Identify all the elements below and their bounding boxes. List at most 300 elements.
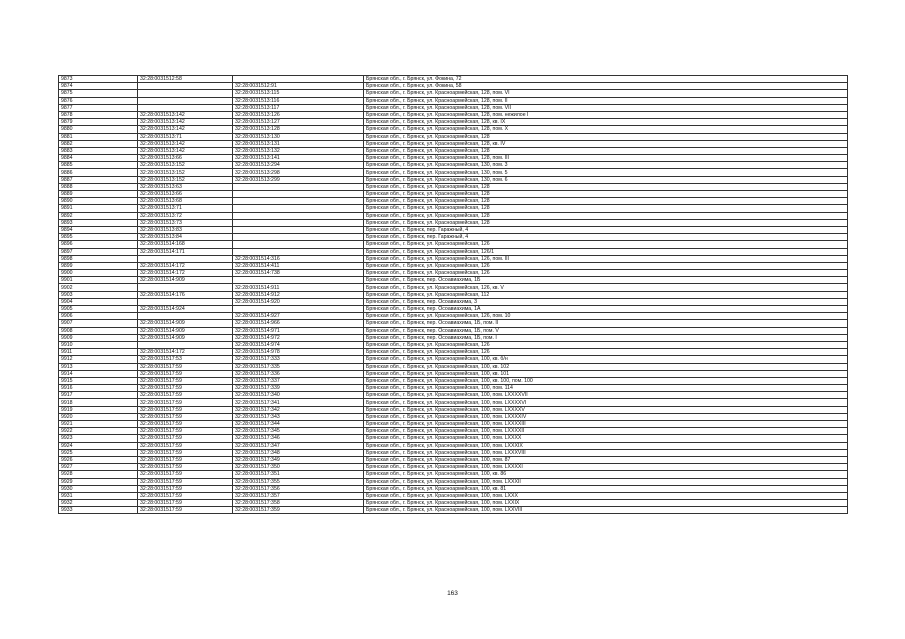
table-row (59, 126, 848, 133)
address-cell: Брянская обл., г. Брянск, ул. Красноармейская, 128 (364, 212, 848, 219)
table-row (59, 262, 848, 269)
land-cadastral-number-cell (138, 90, 233, 97)
land-cadastral-number-cell: 32:28:0031517:59 (138, 435, 233, 442)
row-number-cell: 9920 (59, 413, 138, 420)
table-row (59, 377, 848, 384)
table-row (59, 334, 848, 341)
land-cadastral-number-cell: 32:28:0031517:53 (138, 356, 233, 363)
row-number-cell: 9883 (59, 147, 138, 154)
land-cadastral-number-cell: 32:28:0031517:59 (138, 471, 233, 478)
land-cadastral-number-cell: 32:28:0031513:63 (138, 183, 233, 190)
object-cadastral-number-cell: 32:28:0031513:128 (233, 126, 364, 133)
row-number-cell: 9909 (59, 334, 138, 341)
land-cadastral-number-cell: 32:28:0031517:59 (138, 377, 233, 384)
table-row (59, 363, 848, 370)
table-row (59, 255, 848, 262)
land-cadastral-number-cell (138, 284, 233, 291)
row-number-cell: 9930 (59, 485, 138, 492)
table-row (59, 421, 848, 428)
registry-table-body (59, 76, 848, 514)
object-cadastral-number-cell (233, 183, 364, 190)
object-cadastral-number-cell: 32:28:0031517:348 (233, 449, 364, 456)
object-cadastral-number-cell: 32:28:0031514:971 (233, 327, 364, 334)
row-number-cell: 9926 (59, 456, 138, 463)
address-cell: Брянская обл., г. Брянск, ул. Красноармейская, 100, пом. LXXXXI (364, 464, 848, 471)
object-cadastral-number-cell: 32:28:0031514:316 (233, 255, 364, 262)
land-cadastral-number-cell: 32:28:0031513:152 (138, 162, 233, 169)
row-number-cell: 9913 (59, 363, 138, 370)
address-cell: Брянская обл., г. Брянск, пер. Осоавиахима, 1Б (364, 277, 848, 284)
object-cadastral-number-cell: 32:28:0031517:355 (233, 478, 364, 485)
address-cell: Брянская обл., г. Брянск, ул. Красноармейская, 126, пом. 10 (364, 313, 848, 320)
row-number-cell: 9919 (59, 406, 138, 413)
land-cadastral-number-cell: 32:28:0031512:58 (138, 76, 233, 83)
object-cadastral-number-cell: 32:28:0031517:351 (233, 471, 364, 478)
land-cadastral-number-cell: 32:28:0031517:59 (138, 392, 233, 399)
table-row (59, 464, 848, 471)
object-cadastral-number-cell (233, 76, 364, 83)
table-row (59, 277, 848, 284)
row-number-cell: 9910 (59, 341, 138, 348)
land-cadastral-number-cell (138, 341, 233, 348)
address-cell: Брянская обл., г. Брянск, ул. Фокина, 58 (364, 83, 848, 90)
address-cell: Брянская обл., г. Брянск, ул. Красноармейская, 100, пом. LXXXX (364, 435, 848, 442)
table-row (59, 147, 848, 154)
address-cell: Брянская обл., г. Брянск, ул. Красноармейская, 128 (364, 183, 848, 190)
address-cell: Брянская обл., г. Брянск, ул. Красноармейская, 100, кв. 102 (364, 363, 848, 370)
row-number-cell: 9916 (59, 385, 138, 392)
land-cadastral-number-cell (138, 313, 233, 320)
address-cell: Брянская обл., г. Брянск, ул. Красноармейская, 100, пом. LXXX (364, 492, 848, 499)
row-number-cell: 9878 (59, 111, 138, 118)
object-cadastral-number-cell: 32:28:0031517:357 (233, 492, 364, 499)
object-cadastral-number-cell: 32:28:0031517:356 (233, 485, 364, 492)
row-number-cell: 9873 (59, 76, 138, 83)
address-cell: Брянская обл., г. Брянск, ул. Красноармейская, 126 (364, 262, 848, 269)
land-cadastral-number-cell: 32:28:0031517:59 (138, 442, 233, 449)
address-cell: Брянская обл., г. Брянск, ул. Красноармейская, 128 (364, 133, 848, 140)
object-cadastral-number-cell: 32:28:0031513:298 (233, 169, 364, 176)
land-cadastral-number-cell: 32:28:0031514:909 (138, 334, 233, 341)
land-cadastral-number-cell: 32:28:0031514:176 (138, 291, 233, 298)
row-number-cell: 9928 (59, 471, 138, 478)
address-cell: Брянская обл., г. Брянск, ул. Красноармейская, 112 (364, 291, 848, 298)
table-row (59, 485, 848, 492)
table-row (59, 176, 848, 183)
address-cell: Брянская обл., г. Брянск, ул. Красноармейская, 100, пом. LXXXXVII (364, 392, 848, 399)
row-number-cell: 9885 (59, 162, 138, 169)
address-cell: Брянская обл., г. Брянск, ул. Красноармейская, 126 (364, 270, 848, 277)
row-number-cell: 9921 (59, 421, 138, 428)
row-number-cell: 9927 (59, 464, 138, 471)
table-row (59, 341, 848, 348)
row-number-cell: 9925 (59, 449, 138, 456)
row-number-cell: 9877 (59, 104, 138, 111)
row-number-cell: 9893 (59, 219, 138, 226)
row-number-cell: 9929 (59, 478, 138, 485)
object-cadastral-number-cell (233, 248, 364, 255)
page-number: 163 (447, 590, 458, 597)
object-cadastral-number-cell: 32:28:0031514:411 (233, 262, 364, 269)
address-cell: Брянская обл., г. Брянск, ул. Красноармейская, 130, пом. 5 (364, 169, 848, 176)
table-row (59, 313, 848, 320)
address-cell: Брянская обл., г. Брянск, ул. Красноармейская, 100, пом. LXXXXIV (364, 413, 848, 420)
table-row (59, 241, 848, 248)
address-cell: Брянская обл., г. Брянск, ул. Красноармейская, 126 (364, 341, 848, 348)
land-cadastral-number-cell: 32:28:0031514:172 (138, 262, 233, 269)
land-cadastral-number-cell: 32:28:0031513:142 (138, 111, 233, 118)
row-number-cell: 9904 (59, 298, 138, 305)
land-cadastral-number-cell: 32:28:0031517:59 (138, 413, 233, 420)
row-number-cell: 9908 (59, 327, 138, 334)
object-cadastral-number-cell: 32:28:0031513:131 (233, 140, 364, 147)
row-number-cell: 9905 (59, 306, 138, 313)
object-cadastral-number-cell: 32:28:0031512:91 (233, 83, 364, 90)
object-cadastral-number-cell: 32:28:0031517:349 (233, 456, 364, 463)
object-cadastral-number-cell: 32:28:0031513:115 (233, 90, 364, 97)
land-cadastral-number-cell: 32:28:0031514:171 (138, 248, 233, 255)
table-row (59, 191, 848, 198)
object-cadastral-number-cell: 32:28:0031517:340 (233, 392, 364, 399)
object-cadastral-number-cell: 32:28:0031517:336 (233, 370, 364, 377)
row-number-cell: 9903 (59, 291, 138, 298)
object-cadastral-number-cell: 32:28:0031513:130 (233, 133, 364, 140)
row-number-cell: 9892 (59, 212, 138, 219)
land-cadastral-number-cell: 32:28:0031517:59 (138, 507, 233, 514)
table-row (59, 492, 848, 499)
table-row (59, 97, 848, 104)
table-row (59, 306, 848, 313)
object-cadastral-number-cell (233, 191, 364, 198)
row-number-cell: 9902 (59, 284, 138, 291)
land-cadastral-number-cell (138, 83, 233, 90)
object-cadastral-number-cell: 32:28:0031517:344 (233, 421, 364, 428)
table-row (59, 356, 848, 363)
land-cadastral-number-cell: 32:28:0031517:59 (138, 370, 233, 377)
row-number-cell: 9882 (59, 140, 138, 147)
object-cadastral-number-cell (233, 219, 364, 226)
land-cadastral-number-cell: 32:28:0031517:59 (138, 399, 233, 406)
table-row (59, 90, 848, 97)
table-row (59, 507, 848, 514)
land-cadastral-number-cell: 32:28:0031514:924 (138, 306, 233, 313)
table-row (59, 392, 848, 399)
row-number-cell: 9881 (59, 133, 138, 140)
row-number-cell: 9923 (59, 435, 138, 442)
table-row (59, 219, 848, 226)
land-cadastral-number-cell (138, 298, 233, 305)
row-number-cell: 9918 (59, 399, 138, 406)
table-row (59, 111, 848, 118)
object-cadastral-number-cell (233, 226, 364, 233)
table-row (59, 406, 848, 413)
address-cell: Брянская обл., г. Брянск, ул. Красноармейская, 128, пом. III (364, 155, 848, 162)
table-row (59, 270, 848, 277)
row-number-cell: 9900 (59, 270, 138, 277)
row-number-cell: 9874 (59, 83, 138, 90)
row-number-cell: 9880 (59, 126, 138, 133)
table-row (59, 169, 848, 176)
table-row (59, 226, 848, 233)
row-number-cell: 9914 (59, 370, 138, 377)
address-cell: Брянская обл., г. Брянск, пер. Осоавиахима, 1Б, пом. V (364, 327, 848, 334)
address-cell: Брянская обл., г. Брянск, ул. Красноармейская, 128, пом. нежилое I (364, 111, 848, 118)
land-cadastral-number-cell: 32:28:0031513:71 (138, 133, 233, 140)
object-cadastral-number-cell (233, 241, 364, 248)
row-number-cell: 9890 (59, 198, 138, 205)
object-cadastral-number-cell: 32:28:0031513:294 (233, 162, 364, 169)
address-cell: Брянская обл., г. Брянск, ул. Красноармейская, 100, пом. LXXXXV (364, 406, 848, 413)
land-cadastral-number-cell (138, 255, 233, 262)
table-row (59, 442, 848, 449)
land-cadastral-number-cell: 32:28:0031517:59 (138, 500, 233, 507)
address-cell: Брянская обл., г. Брянск, пер. Осоавиахима, 1А (364, 306, 848, 313)
land-cadastral-number-cell: 32:28:0031514:909 (138, 277, 233, 284)
table-row (59, 183, 848, 190)
table-row (59, 83, 848, 90)
table-row (59, 456, 848, 463)
object-cadastral-number-cell: 32:28:0031517:345 (233, 428, 364, 435)
table-row (59, 140, 848, 147)
address-cell: Брянская обл., г. Брянск, ул. Красноармейская, 128, пом. II (364, 97, 848, 104)
object-cadastral-number-cell: 32:28:0031517:346 (233, 435, 364, 442)
row-number-cell: 9896 (59, 241, 138, 248)
row-number-cell: 9876 (59, 97, 138, 104)
address-cell: Брянская обл., г. Брянск, ул. Красноармейская, 128 (364, 147, 848, 154)
table-row (59, 234, 848, 241)
land-cadastral-number-cell: 32:28:0031513:84 (138, 234, 233, 241)
row-number-cell: 9879 (59, 119, 138, 126)
address-cell: Брянская обл., г. Брянск, ул. Красноармейская, 100, кв. 101 (364, 370, 848, 377)
object-cadastral-number-cell: 32:28:0031514:738 (233, 270, 364, 277)
table-row (59, 76, 848, 83)
land-cadastral-number-cell (138, 97, 233, 104)
land-cadastral-number-cell: 32:28:0031513:142 (138, 119, 233, 126)
row-number-cell: 9911 (59, 349, 138, 356)
address-cell: Брянская обл., г. Брянск, ул. Красноармейская, 100, пом. 114 (364, 385, 848, 392)
address-cell: Брянская обл., г. Брянск, ул. Красноармейская, 100, пом. LXXXXII (364, 428, 848, 435)
land-cadastral-number-cell: 32:28:0031513:142 (138, 140, 233, 147)
address-cell: Брянская обл., г. Брянск, ул. Красноармейская, 126/1 (364, 248, 848, 255)
land-cadastral-number-cell: 32:28:0031514:909 (138, 320, 233, 327)
table-row (59, 205, 848, 212)
table-row (59, 370, 848, 377)
address-cell: Брянская обл., г. Брянск, ул. Красноармейская, 100, пом. LXXXVIII (364, 449, 848, 456)
object-cadastral-number-cell: 32:28:0031517:341 (233, 399, 364, 406)
row-number-cell: 9899 (59, 262, 138, 269)
table-row (59, 449, 848, 456)
address-cell: Брянская обл., г. Брянск, ул. Красноармейская, 130, пом. 6 (364, 176, 848, 183)
row-number-cell: 9931 (59, 492, 138, 499)
address-cell: Брянская обл., г. Брянск, пер. Осоавиахима, 1Б, пом. II (364, 320, 848, 327)
object-cadastral-number-cell: 32:28:0031513:117 (233, 104, 364, 111)
row-number-cell: 9888 (59, 183, 138, 190)
land-cadastral-number-cell: 32:28:0031514:168 (138, 241, 233, 248)
object-cadastral-number-cell: 32:28:0031514:978 (233, 349, 364, 356)
land-cadastral-number-cell: 32:28:0031517:59 (138, 492, 233, 499)
address-cell: Брянская обл., г. Брянск, пер. Гаражный, 4 (364, 226, 848, 233)
address-cell: Брянская обл., г. Брянск, ул. Красноармейская, 128 (364, 198, 848, 205)
row-number-cell: 9889 (59, 191, 138, 198)
address-cell: Брянская обл., г. Брянск, пер. Гаражный, 4 (364, 234, 848, 241)
object-cadastral-number-cell: 32:28:0031517:347 (233, 442, 364, 449)
land-cadastral-number-cell: 32:28:0031517:59 (138, 464, 233, 471)
object-cadastral-number-cell: 32:28:0031514:974 (233, 341, 364, 348)
object-cadastral-number-cell: 32:28:0031517:342 (233, 406, 364, 413)
object-cadastral-number-cell: 32:28:0031517:339 (233, 385, 364, 392)
land-cadastral-number-cell: 32:28:0031513:71 (138, 205, 233, 212)
table-row (59, 212, 848, 219)
row-number-cell: 9895 (59, 234, 138, 241)
object-cadastral-number-cell (233, 234, 364, 241)
table-row (59, 349, 848, 356)
land-cadastral-number-cell: 32:28:0031514:909 (138, 327, 233, 334)
table-row (59, 284, 848, 291)
object-cadastral-number-cell: 32:28:0031517:337 (233, 377, 364, 384)
land-cadastral-number-cell: 32:28:0031513:142 (138, 126, 233, 133)
table-row (59, 133, 848, 140)
object-cadastral-number-cell: 32:28:0031513:126 (233, 111, 364, 118)
address-cell: Брянская обл., г. Брянск, ул. Красноармейская, 128, пом. X (364, 126, 848, 133)
address-cell: Брянская обл., г. Брянск, пер. Осоавиахима, 1Б, пом. I (364, 334, 848, 341)
address-cell: Брянская обл., г. Брянск, ул. Красноармейская, 100, кв. 86 (364, 471, 848, 478)
address-cell: Брянская обл., г. Брянск, ул. Красноармейская, 126 (364, 241, 848, 248)
address-cell: Брянская обл., г. Брянск, ул. Красноармейская, 100, пом. LXXXXIII (364, 421, 848, 428)
address-cell: Брянская обл., г. Брянск, ул. Красноармейская, 128 (364, 219, 848, 226)
table-row (59, 435, 848, 442)
object-cadastral-number-cell (233, 198, 364, 205)
land-cadastral-number-cell: 32:28:0031517:59 (138, 478, 233, 485)
table-row (59, 471, 848, 478)
row-number-cell: 9898 (59, 255, 138, 262)
table-row (59, 155, 848, 162)
row-number-cell: 9891 (59, 205, 138, 212)
land-cadastral-number-cell: 32:28:0031517:59 (138, 456, 233, 463)
address-cell: Брянская обл., г. Брянск, ул. Красноармейская, 100, пом. LXXXII (364, 478, 848, 485)
land-cadastral-number-cell: 32:28:0031513:66 (138, 155, 233, 162)
land-cadastral-number-cell: 32:28:0031517:59 (138, 406, 233, 413)
address-cell: Брянская обл., г. Брянск, ул. Красноармейская, 126 (364, 349, 848, 356)
row-number-cell: 9875 (59, 90, 138, 97)
object-cadastral-number-cell: 32:28:0031513:116 (233, 97, 364, 104)
address-cell: Брянская обл., г. Брянск, ул. Красноармейская, 128, кв. IV (364, 140, 848, 147)
table-row (59, 399, 848, 406)
table-row (59, 385, 848, 392)
row-number-cell: 9894 (59, 226, 138, 233)
address-cell: Брянская обл., г. Брянск, ул. Красноармейская, 100, пом. LXXXXVI (364, 399, 848, 406)
land-cadastral-number-cell: 32:28:0031513:66 (138, 191, 233, 198)
object-cadastral-number-cell: 32:28:0031514:912 (233, 291, 364, 298)
table-row (59, 298, 848, 305)
object-cadastral-number-cell: 32:28:0031514:920 (233, 298, 364, 305)
table-row (59, 198, 848, 205)
row-number-cell: 9924 (59, 442, 138, 449)
row-number-cell: 9912 (59, 356, 138, 363)
row-number-cell: 9886 (59, 169, 138, 176)
registry-table (58, 75, 848, 514)
row-number-cell: 9932 (59, 500, 138, 507)
row-number-cell: 9884 (59, 155, 138, 162)
land-cadastral-number-cell: 32:28:0031517:59 (138, 485, 233, 492)
land-cadastral-number-cell: 32:28:0031513:152 (138, 169, 233, 176)
land-cadastral-number-cell: 32:28:0031517:59 (138, 428, 233, 435)
address-cell: Брянская обл., г. Брянск, ул. Красноармейская, 130, пом. 3 (364, 162, 848, 169)
object-cadastral-number-cell (233, 306, 364, 313)
object-cadastral-number-cell: 32:28:0031517:358 (233, 500, 364, 507)
address-cell: Брянская обл., г. Брянск, ул. Красноармейская, 100, пом. 87 (364, 456, 848, 463)
table-row (59, 413, 848, 420)
row-number-cell: 9901 (59, 277, 138, 284)
table-row (59, 104, 848, 111)
row-number-cell: 9897 (59, 248, 138, 255)
address-cell: Брянская обл., г. Брянск, ул. Красноармейская, 100, пом. LXXVIII (364, 507, 848, 514)
object-cadastral-number-cell: 32:28:0031514:966 (233, 320, 364, 327)
object-cadastral-number-cell: 32:28:0031514:927 (233, 313, 364, 320)
object-cadastral-number-cell: 32:28:0031517:359 (233, 507, 364, 514)
address-cell: Брянская обл., г. Брянск, ул. Красноармейская, 126, кв. V (364, 284, 848, 291)
row-number-cell: 9906 (59, 313, 138, 320)
table-row (59, 291, 848, 298)
object-cadastral-number-cell: 32:28:0031513:299 (233, 176, 364, 183)
object-cadastral-number-cell: 32:28:0031517:350 (233, 464, 364, 471)
row-number-cell: 9887 (59, 176, 138, 183)
object-cadastral-number-cell (233, 212, 364, 219)
address-cell: Брянская обл., г. Брянск, ул. Красноармейская, 128, пом. VI (364, 90, 848, 97)
land-cadastral-number-cell: 32:28:0031517:59 (138, 385, 233, 392)
land-cadastral-number-cell: 32:28:0031517:59 (138, 421, 233, 428)
address-cell: Брянская обл., г. Брянск, ул. Красноармейская, 100, кв. б/н (364, 356, 848, 363)
object-cadastral-number-cell: 32:28:0031513:132 (233, 147, 364, 154)
table-row (59, 327, 848, 334)
land-cadastral-number-cell (138, 104, 233, 111)
address-cell: Брянская обл., г. Брянск, ул. Красноармейская, 128, пом. VII (364, 104, 848, 111)
land-cadastral-number-cell: 32:28:0031517:59 (138, 449, 233, 456)
land-cadastral-number-cell: 32:28:0031514:172 (138, 349, 233, 356)
object-cadastral-number-cell: 32:28:0031513:127 (233, 119, 364, 126)
object-cadastral-number-cell: 32:28:0031514:972 (233, 334, 364, 341)
table-row (59, 162, 848, 169)
address-cell: Брянская обл., г. Брянск, ул. Красноармейская, 100, пом. LXXXIX (364, 442, 848, 449)
table-row (59, 428, 848, 435)
row-number-cell: 9915 (59, 377, 138, 384)
land-cadastral-number-cell: 32:28:0031513:68 (138, 198, 233, 205)
object-cadastral-number-cell: 32:28:0031517:333 (233, 356, 364, 363)
table-row (59, 500, 848, 507)
address-cell: Брянская обл., г. Брянск, ул. Красноармейская, 128 (364, 191, 848, 198)
object-cadastral-number-cell: 32:28:0031517:335 (233, 363, 364, 370)
object-cadastral-number-cell: 32:28:0031517:343 (233, 413, 364, 420)
address-cell: Брянская обл., г. Брянск, ул. Красноармейская, 128, кв. IX (364, 119, 848, 126)
table-row (59, 248, 848, 255)
address-cell: Брянская обл., г. Брянск, ул. Фокина, 72 (364, 76, 848, 83)
land-cadastral-number-cell: 32:28:0031513:73 (138, 219, 233, 226)
land-cadastral-number-cell: 32:28:0031513:72 (138, 212, 233, 219)
land-cadastral-number-cell: 32:28:0031513:142 (138, 147, 233, 154)
table-row (59, 119, 848, 126)
address-cell: Брянская обл., г. Брянск, ул. Красноармейская, 100, пом. LXXIX (364, 500, 848, 507)
row-number-cell: 9922 (59, 428, 138, 435)
land-cadastral-number-cell: 32:28:0031514:172 (138, 270, 233, 277)
address-cell: Брянская обл., г. Брянск, пер. Осоавиахима, 3 (364, 298, 848, 305)
land-cadastral-number-cell: 32:28:0031513:83 (138, 226, 233, 233)
land-cadastral-number-cell: 32:28:0031513:152 (138, 176, 233, 183)
row-number-cell: 9933 (59, 507, 138, 514)
row-number-cell: 9907 (59, 320, 138, 327)
object-cadastral-number-cell: 32:28:0031513:141 (233, 155, 364, 162)
address-cell: Брянская обл., г. Брянск, ул. Красноармейская, 100, кв. 100, пом. 100 (364, 377, 848, 384)
address-cell: Брянская обл., г. Брянск, ул. Красноармейская, 100, кв. 81 (364, 485, 848, 492)
address-cell: Брянская обл., г. Брянск, ул. Красноармейская, 128 (364, 205, 848, 212)
